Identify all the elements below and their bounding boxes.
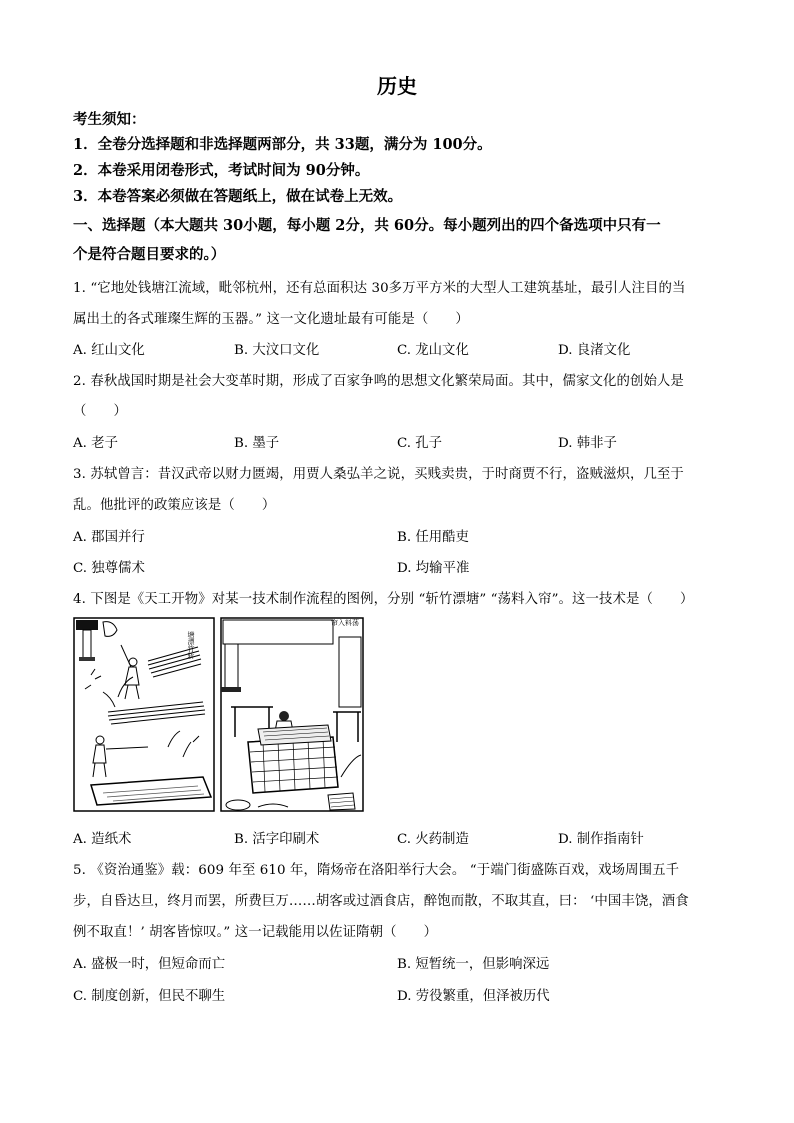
section-heading: 一、选择题（本大题共 30小题，每小题 2分，共 60分。每小题列出的四个备选项中只有一	[73, 217, 661, 234]
option-d: D. 劳役繁重，但泽被历代	[397, 989, 550, 1004]
page-title: 历史	[377, 74, 417, 98]
option-b: B. 活字印刷术	[234, 832, 320, 847]
left-panel-caption: 塘漂竹斩	[187, 631, 195, 659]
option-b: B. 短暂统一，但影响深远	[397, 957, 550, 972]
option-d: D. 制作指南针	[558, 832, 644, 847]
option-a: A. 郡国并行	[73, 530, 145, 545]
question-3-text: 乱。他批评的政策应该是（ ）	[73, 498, 276, 513]
option-b: B. 大汶口文化	[234, 343, 320, 358]
question-4-text: 4. 下图是《天工开物》对某一技术制作流程的图例，分别 “斩竹漂塘” “荡料入帘”。这一技术是（ ）	[73, 592, 694, 607]
option-a: A. 老子	[73, 436, 118, 451]
tiangong-kaiwu-illustration	[73, 617, 365, 814]
option-c: C. 制度创新，但民不聊生	[73, 989, 226, 1004]
option-a: A. 盛极一时，但短命而亡	[73, 957, 226, 972]
question-2-text: 2. 春秋战国时期是社会大变革时期，形成了百家争鸣的思想文化繁荣局面。其中，儒家文化的创始人是	[73, 374, 684, 389]
question-1-text: 属出土的各式璀璨生辉的玉器。” 这一文化遗址最有可能是（ ）	[73, 312, 469, 327]
notice-heading: 考生须知：	[73, 111, 146, 128]
notice-item: 1．全卷分选择题和非选择题两部分，共 33题，满分为 100分。	[73, 136, 492, 153]
option-c: C. 火药制造	[397, 832, 469, 847]
option-b: B. 墨子	[234, 436, 280, 451]
question-2-text: （ ）	[73, 404, 127, 419]
section-heading-cont: 个是符合题目要求的。）	[73, 246, 226, 263]
question-5-text: 步，自昏达旦，终月而罢，所费巨万……胡客或过酒食店，醉饱而散，不取其直，曰： ‘中国丰饶，酒食	[73, 894, 689, 909]
option-d: D. 良渚文化	[558, 343, 631, 358]
left-panel-image	[74, 618, 214, 811]
option-a: A. 红山文化	[73, 343, 145, 358]
option-c: C. 独尊儒术	[73, 561, 145, 576]
right-panel-image	[221, 618, 363, 811]
question-5-text: 例不取直！’ 胡客皆惊叹。” 这一记载能用以佐证隋朝（ ）	[73, 925, 438, 940]
option-d: D. 均输平准	[397, 561, 470, 576]
option-d: D. 韩非子	[558, 436, 617, 451]
notice-item: 2．本卷采用闭卷形式，考试时间为 90分钟。	[73, 162, 370, 179]
right-panel-caption: 帘入料荡	[331, 619, 359, 627]
option-a: A. 造纸术	[73, 832, 132, 847]
question-1-text: 1. “它地处钱塘江流域，毗邻杭州，还有总面积达 30多万平方米的大型人工建筑基址，最引人注目的当	[73, 281, 686, 296]
question-3-text: 3. 苏轼曾言：昔汉武帝以财力匮竭，用贾人桑弘羊之说，买贱卖贵，于时商贾不行，盗贼滋炽，几至于	[73, 467, 684, 482]
notice-item: 3．本卷答案必须做在答题纸上，做在试卷上无效。	[73, 188, 403, 205]
option-c: C. 龙山文化	[397, 343, 469, 358]
question-5-text: 5. 《资治通鉴》载：609 年至 610 年，隋炀帝在洛阳举行大会。 “于端门街盛陈百戏，戏场周围五千	[73, 863, 680, 878]
option-b: B. 任用酷吏	[397, 530, 469, 545]
option-c: C. 孔子	[397, 436, 443, 451]
